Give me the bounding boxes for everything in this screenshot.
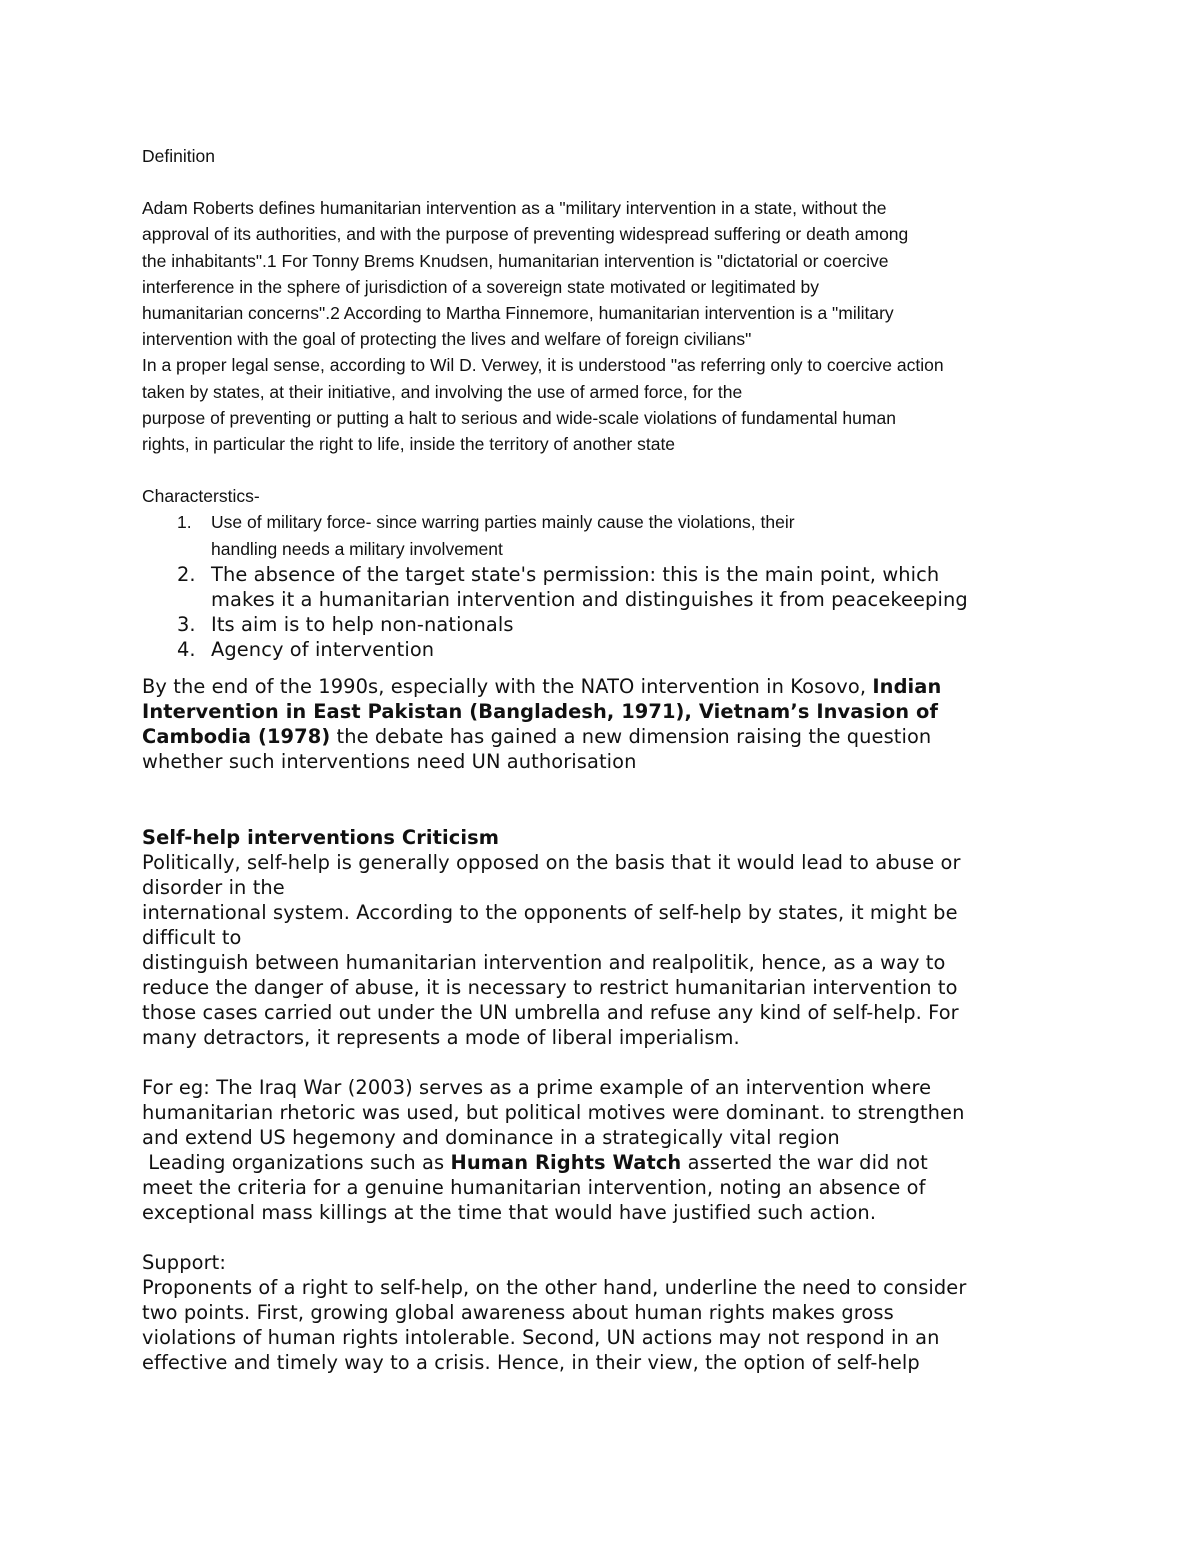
debate-line: whether such interventions need UN authorisation	[142, 749, 637, 773]
example-line	[142, 1150, 1062, 1175]
criticism-line: reduce the danger of abuse, it is necessary to restrict humanitarian intervention to	[142, 975, 958, 999]
debate-paragraph	[142, 674, 1062, 774]
list-number: 2.	[177, 562, 196, 586]
criticism-line: difficult to	[142, 925, 242, 949]
definition-line: rights, in particular the right to life, inside the territory of another state	[142, 434, 676, 455]
example-line: For eg: The Iraq War (2003) serves as a prime example of an intervention where	[142, 1075, 932, 1099]
definition-line: In a proper legal sense, according to Wil D. Verwey, it is understood "as referring only to coercive action	[142, 355, 944, 376]
debate-text: By the end of the 1990s, especially with the NATO intervention in Kosovo,	[142, 674, 873, 698]
list-item-text: Its aim is to help non-nationals	[211, 612, 514, 636]
list-item-text: handling needs a military involvement	[211, 538, 503, 559]
criticism-line: international system. According to the opponents of self-help by states, it might be	[142, 900, 958, 924]
support-line: Proponents of a right to self-help, on the other hand, underline the need to consider	[142, 1275, 967, 1299]
definition-line: Adam Roberts defines humanitarian intervention as a "military intervention in a state, without the	[142, 198, 887, 219]
criticism-section	[142, 825, 1062, 1050]
definition-line: intervention with the goal of protecting the lives and welfare of foreign civilians"	[142, 329, 752, 350]
criticism-heading: Self-help interventions Criticism	[142, 825, 500, 849]
definition-line: humanitarian concerns".2 According to Martha Finnemore, humanitarian intervention is a "military	[142, 303, 894, 324]
criticism-line: Politically, self-help is generally opposed on the basis that it would lead to abuse or	[142, 850, 961, 874]
debate-emphasis: Indian	[872, 674, 942, 698]
definition-line: taken by states, at their initiative, and involving the use of armed force, for the	[142, 381, 743, 402]
list-item	[142, 637, 1062, 662]
list-item-text: Use of military force- since warring parties mainly cause the violations, their	[211, 512, 795, 533]
definition-line: purpose of preventing or putting a halt to serious and wide-scale violations of fundamental human	[142, 407, 896, 428]
characteristics-heading: Characterstics-	[142, 486, 260, 507]
debate-line	[142, 674, 1062, 699]
definition-line: approval of its authorities, and with the purpose of preventing widespread suffering or death among	[142, 224, 909, 245]
debate-line	[142, 699, 1062, 724]
criticism-line: those cases carried out under the UN umbrella and refuse any kind of self-help. For	[142, 1000, 959, 1024]
example-line: and extend US hegemony and dominance in a strategically vital region	[142, 1125, 840, 1149]
definition-line: interference in the sphere of jurisdiction of a sovereign state motivated or legitimated by	[142, 276, 820, 297]
support-line: effective and timely way to a crisis. Hence, in their view, the option of self-help	[142, 1350, 920, 1374]
support-line: two points. First, growing global awareness about human rights makes gross	[142, 1300, 894, 1324]
support-heading: Support:	[142, 1250, 226, 1274]
example-line: humanitarian rhetoric was used, but political motives were dominant. to strengthen	[142, 1100, 965, 1124]
list-number: 1.	[177, 512, 192, 533]
characteristics-list	[142, 509, 1062, 661]
example-text: Leading organizations such as	[142, 1150, 451, 1174]
example-line: meet the criteria for a genuine humanitarian intervention, noting an absence of	[142, 1175, 926, 1199]
list-item-text: Agency of intervention	[211, 637, 435, 661]
debate-emphasis: Cambodia (1978)	[142, 724, 331, 748]
list-number: 4.	[177, 637, 196, 661]
definition-line: the inhabitants".1 For Tonny Brems Knudsen, humanitarian intervention is "dictatorial or coercive	[142, 250, 889, 271]
list-item	[142, 562, 1062, 612]
support-section	[142, 1250, 1062, 1375]
list-item-text: The absence of the target state's permission: this is the main point, which	[211, 562, 940, 586]
example-line: exceptional mass killings at the time that would have justified such action.	[142, 1200, 877, 1224]
list-item-text: makes it a humanitarian intervention and distinguishes it from peacekeeping	[211, 587, 968, 611]
list-item	[142, 612, 1062, 637]
list-number: 3.	[177, 612, 196, 636]
criticism-line: disorder in the	[142, 875, 285, 899]
document-body	[142, 143, 1062, 1375]
criticism-line: many detractors, it represents a mode of liberal imperialism.	[142, 1025, 740, 1049]
example-text: asserted the war did not	[681, 1150, 928, 1174]
hrw-emphasis: Human Rights Watch	[450, 1150, 682, 1174]
criticism-line: distinguish between humanitarian intervention and realpolitik, hence, as a way to	[142, 950, 946, 974]
example-paragraph	[142, 1075, 1062, 1225]
list-item	[142, 509, 1062, 561]
debate-line	[142, 724, 1062, 749]
debate-text: the debate has gained a new dimension raising the question	[330, 724, 932, 748]
definition-section	[142, 143, 1062, 509]
support-line: violations of human rights intolerable. Second, UN actions may not respond in an	[142, 1325, 940, 1349]
definition-heading: Definition	[142, 146, 215, 166]
debate-emphasis: Intervention in East Pakistan (Bangladesh, 1971), Vietnam’s Invasion of	[142, 699, 938, 723]
